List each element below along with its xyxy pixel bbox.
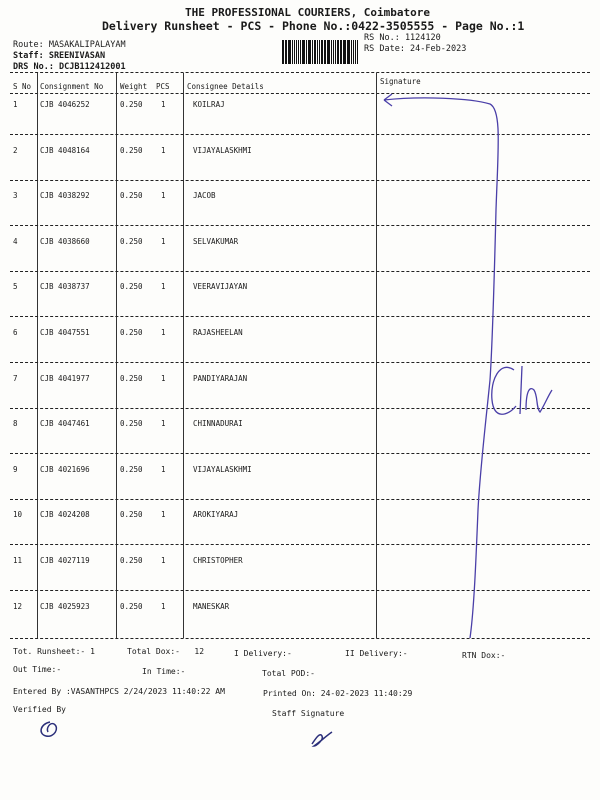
row-pcs: 1 — [161, 145, 166, 155]
col-consignment: Consignment No — [40, 82, 104, 91]
rtn-dox: RTN Dox:- — [462, 651, 506, 660]
barcode-bar — [331, 40, 333, 64]
barcode-bar — [348, 40, 350, 64]
staff-initials-scribble — [306, 728, 336, 750]
total-pod: Total POD:- — [262, 669, 315, 678]
i-delivery: I Delivery:- — [234, 649, 292, 658]
col-sno: S No — [13, 82, 32, 91]
barcode-bar — [300, 40, 302, 64]
row-sno: 3 — [13, 191, 18, 201]
rs-number: RS No.: 1124120 — [364, 33, 441, 43]
row-sno: 1 — [13, 100, 18, 109]
barcode-bar — [324, 40, 325, 64]
entered-by: Entered By :VASANTHPCS 2/24/2023 11:40:22 AM — [13, 687, 225, 696]
row-sno: 11 — [13, 556, 23, 565]
in-time: In Time:- — [142, 667, 186, 676]
row-consignee: VEERAVIJAYAN — [193, 282, 248, 292]
company-title: THE PROFESSIONAL COURIERS, Coimbatore — [185, 6, 431, 19]
row-weight: 0.250 — [120, 100, 143, 109]
row-pcs: 1 — [161, 236, 166, 246]
barcode-bar — [340, 40, 341, 64]
barcode-bar — [355, 40, 357, 64]
runsheet-title: Delivery Runsheet - PCS - Phone No.:0422-3505555 - Page No.:1 — [102, 19, 525, 33]
row-pcs: 1 — [161, 191, 166, 201]
row-weight: 0.250 — [120, 145, 143, 155]
header-top-rule — [10, 72, 590, 73]
barcode-bar — [312, 40, 313, 64]
barcode-bar — [353, 40, 354, 64]
row-sno: 9 — [13, 464, 18, 474]
barcode-bar — [288, 40, 290, 64]
row-consignment-no: CJB 4046252 — [40, 100, 90, 109]
barcode-bar — [327, 40, 329, 64]
ii-delivery: II Delivery:- — [345, 649, 408, 658]
row-weight: 0.250 — [120, 282, 143, 292]
row-pcs: 1 — [161, 373, 166, 383]
row-sno: 4 — [13, 236, 18, 246]
row-sno: 6 — [13, 328, 18, 337]
row-pcs: 1 — [161, 601, 166, 611]
row-sno: 2 — [13, 145, 18, 155]
row-weight: 0.250 — [120, 236, 143, 246]
barcode-bar — [341, 40, 342, 64]
barcode-bar — [317, 40, 318, 64]
barcode-bar — [298, 40, 299, 64]
row-pcs: 1 — [161, 464, 166, 474]
row-weight: 0.250 — [120, 419, 143, 429]
row-consignee: MANESKAR — [193, 601, 230, 611]
col-consignee: Consignee Details — [187, 82, 264, 91]
drs-number: DRS No.: DCJB112412001 — [13, 62, 126, 72]
row-sno: 12 — [13, 601, 23, 611]
row-weight: 0.250 — [120, 328, 143, 337]
barcode-bar — [351, 40, 352, 64]
barcode-bar — [285, 40, 286, 64]
barcode-bar — [294, 40, 296, 64]
barcode-bar — [321, 40, 323, 64]
barcode-bar — [292, 40, 293, 64]
row-consignment-no: CJB 4047551 — [40, 328, 90, 337]
barcode-bar — [296, 40, 297, 64]
row-consignment-no: CJB 4038292 — [40, 191, 90, 201]
row-consignee: VIJAYALASKHMI — [193, 464, 252, 474]
row-weight: 0.250 — [120, 373, 143, 383]
barcode-bar — [337, 40, 339, 64]
row-pcs: 1 — [161, 510, 166, 520]
row-consignment-no: CJB 4027119 — [40, 556, 90, 565]
row-consignee: VIJAYALASKHMI — [193, 145, 252, 155]
row-consignment-no: CJB 4041977 — [40, 373, 90, 383]
barcode-bar — [309, 40, 311, 64]
row-weight: 0.250 — [120, 464, 143, 474]
row-consignee: KOILRAJ — [193, 100, 225, 109]
tot-runsheet: Tot. Runsheet:- 1 — [13, 647, 95, 656]
row-sno: 10 — [13, 510, 23, 520]
row-pcs: 1 — [161, 419, 166, 429]
barcode — [282, 40, 358, 64]
row-consignee: CHINNADURAI — [193, 419, 243, 429]
row-pcs: 1 — [161, 556, 166, 565]
barcode-bar — [325, 40, 326, 64]
row-weight: 0.250 — [120, 510, 143, 520]
barcode-bar — [306, 40, 307, 64]
printed-on: Printed On: 24-02-2023 11:40:29 — [263, 689, 413, 698]
barcode-bar — [286, 40, 287, 64]
barcode-bar — [333, 40, 334, 64]
row-pcs: 1 — [161, 282, 166, 292]
staff-signature-label: Staff Signature — [272, 709, 345, 718]
row-consignee: JACOB — [193, 191, 216, 201]
row-weight: 0.250 — [120, 556, 143, 565]
row-consignee: CHRISTOPHER — [193, 556, 243, 565]
barcode-bar — [335, 40, 336, 64]
row-sno: 8 — [13, 419, 18, 429]
row-weight: 0.250 — [120, 601, 143, 611]
barcode-bar — [319, 40, 320, 64]
staff-label: Staff: SREENIVASAN — [13, 51, 106, 61]
barcode-bar — [308, 40, 309, 64]
total-dox: Total Dox:- 12 — [127, 647, 205, 656]
barcode-bar — [343, 40, 345, 64]
barcode-bar — [357, 40, 358, 64]
row-consignment-no: CJB 4048164 — [40, 145, 90, 155]
row-consignee: SELVAKUMAR — [193, 236, 239, 246]
row-pcs: 1 — [161, 328, 166, 337]
barcode-bar — [347, 40, 348, 64]
row-sno: 7 — [13, 373, 18, 383]
verifier-initials-scribble — [36, 718, 66, 740]
row-consignment-no: CJB 4021696 — [40, 464, 90, 474]
row-consignee: PANDIYARAJAN — [193, 373, 248, 383]
row-pcs: 1 — [161, 100, 166, 109]
row-consignment-no: CJB 4047461 — [40, 419, 90, 429]
delivery-signature-scribble — [380, 90, 560, 650]
row-consignment-no: CJB 4024208 — [40, 510, 90, 520]
barcode-bar — [302, 40, 304, 64]
verified-by: Verified By — [13, 705, 66, 714]
out-time: Out Time:- — [13, 665, 62, 674]
route-label: Route: MASAKALIPALAYAM — [13, 40, 126, 50]
row-consignment-no: CJB 4025923 — [40, 601, 90, 611]
row-consignee: AROKIYARAJ — [193, 510, 239, 520]
barcode-bar — [282, 40, 284, 64]
row-weight: 0.250 — [120, 191, 143, 201]
col-pcs: PCS — [156, 82, 170, 91]
barcode-bar — [314, 40, 316, 64]
row-consignment-no: CJB 4038660 — [40, 236, 90, 246]
col-signature: Signature — [380, 77, 421, 86]
row-consignment-no: CJB 4038737 — [40, 282, 90, 292]
row-sno: 5 — [13, 282, 18, 292]
col-weight: Weight — [120, 82, 148, 91]
row-consignee: RAJASHEELAN — [193, 328, 243, 337]
rs-date: RS Date: 24-Feb-2023 — [364, 44, 467, 54]
